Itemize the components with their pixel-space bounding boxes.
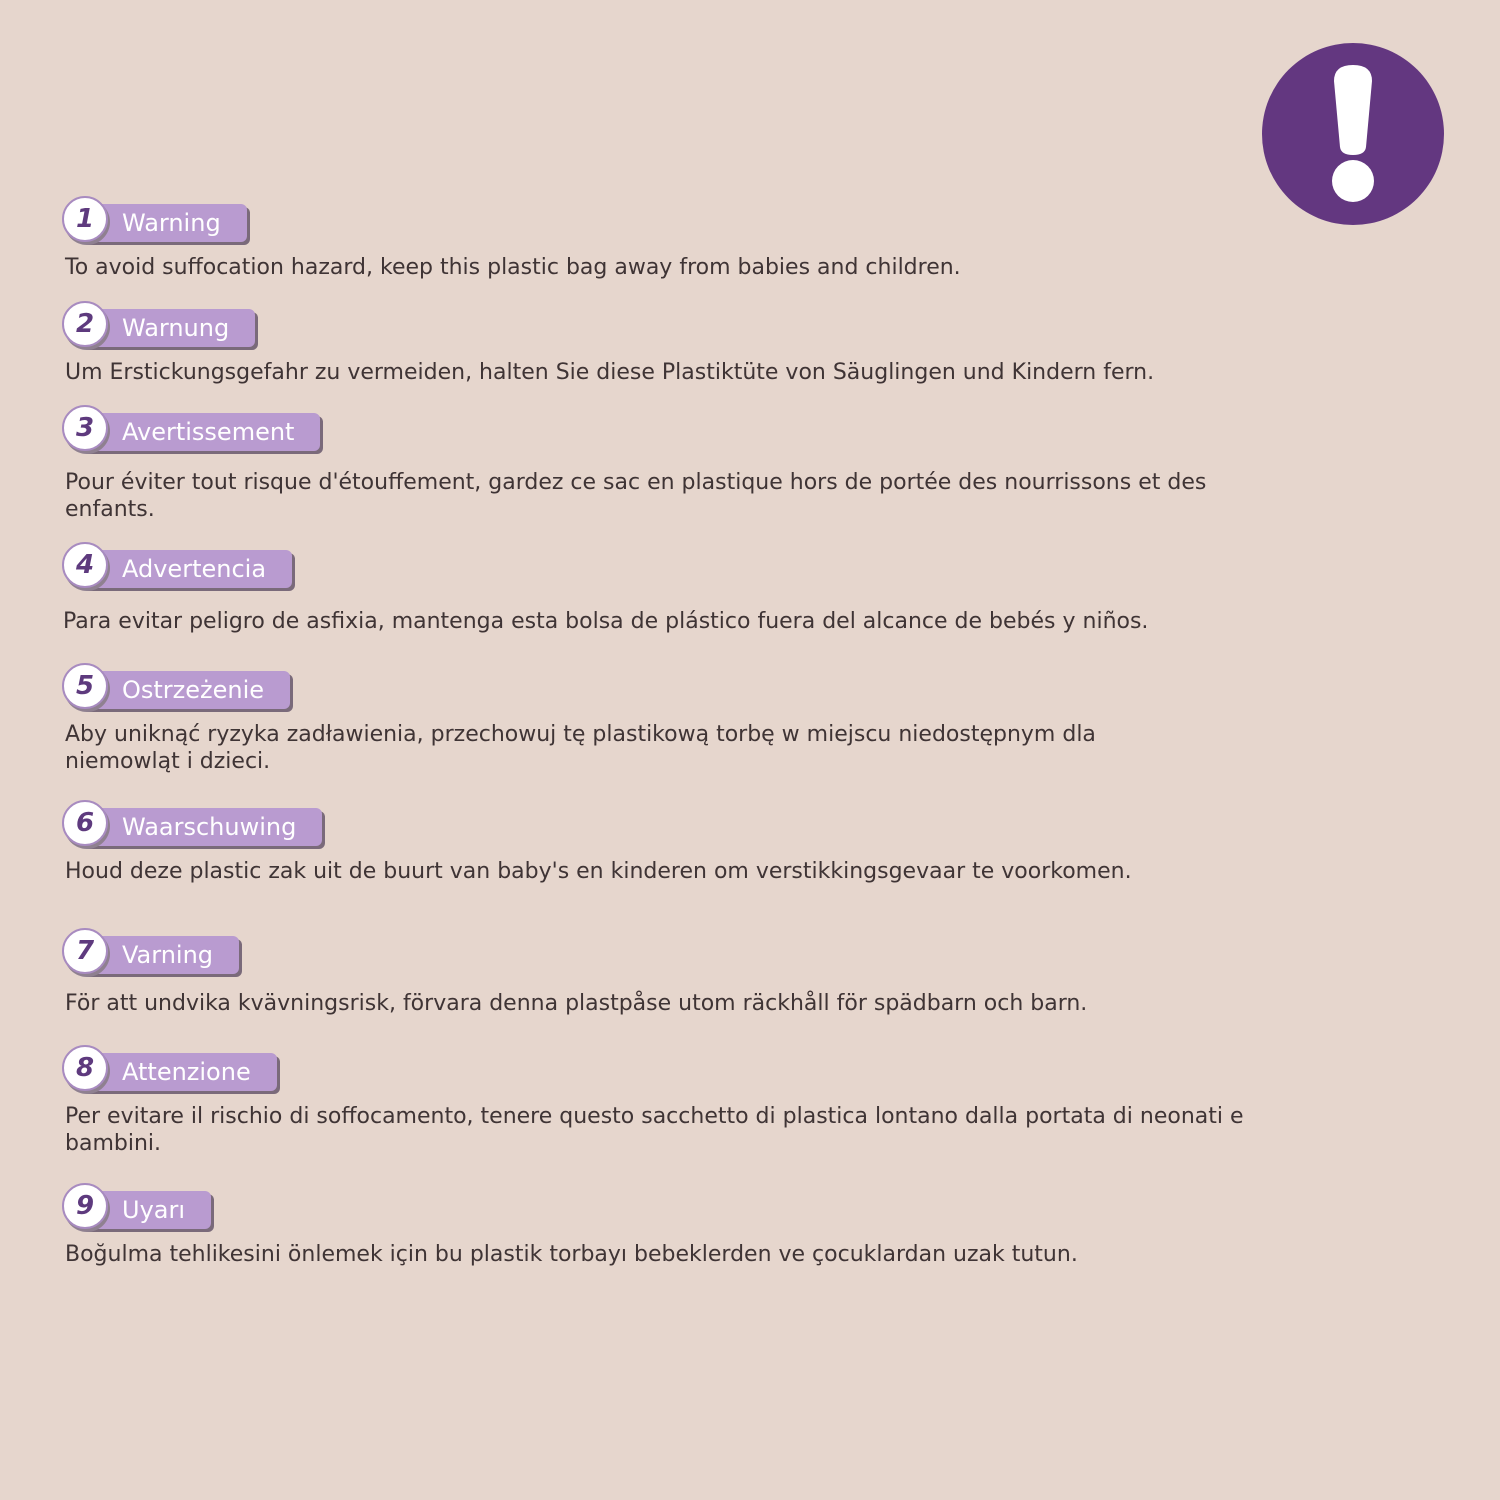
warning-section-4 [62,542,1273,635]
warning-text: Houd deze plastic zak uit de buurt van baby's en kinderen om verstikkingsgevaar te voorkomen. [65,859,1132,884]
warning-text: För att undvika kvävningsrisk, förvara denna plastpåse utom räckhåll för spädbarn och barn. [65,991,1088,1016]
warning-label: Uyarı [84,1191,211,1229]
warning-label: Warning [84,204,247,242]
warning-header [62,542,1273,594]
warning-section-3 [62,405,1275,523]
warning-label: Varning [84,936,239,974]
warning-label: Avertissement [84,413,320,451]
number-badge: 8 [62,1045,108,1091]
warning-section-6 [62,800,1275,885]
warning-text: Boğulma tehlikesini önlemek için bu plastik torbayı bebeklerden ve çocuklardan uzak tutun. [65,1242,1078,1267]
warning-header [62,928,1275,980]
number-badge: 2 [62,301,108,347]
number-badge: 3 [62,405,108,451]
warning-label: Warnung [84,309,255,347]
warning-label: Attenzione [84,1053,277,1091]
warning-label: Advertencia [84,550,292,588]
warning-header [62,663,1145,715]
warning-header [62,301,1275,353]
warning-section-8 [62,1045,1275,1157]
warning-section-9 [62,1183,1275,1268]
number-badge: 4 [62,542,108,588]
warning-section-7 [62,928,1275,1017]
warning-section-2 [62,301,1275,386]
warning-header [62,196,1275,248]
warning-text: Para evitar peligro de asfixia, mantenga esta bolsa de plástico fuera del alcance de bebés y niños. [63,609,1149,634]
warning-header [62,1045,1275,1097]
warning-text: Pour éviter tout risque d'étouffement, gardez ce sac en plastique hors de portée des nourrissons et des enfants. [65,470,1207,522]
number-badge: 7 [62,928,108,974]
warning-text: Per evitare il rischio di soffocamento, tenere questo sacchetto di plastica lontano dalla portata di neonati e bambini. [65,1104,1244,1156]
exclamation-circle-icon [1262,43,1444,225]
warning-text: To avoid suffocation hazard, keep this plastic bag away from babies and children. [65,255,961,280]
warning-section-5 [62,663,1145,775]
warning-header [62,405,1275,457]
number-badge: 6 [62,800,108,846]
number-badge: 9 [62,1183,108,1229]
warning-label: Waarschuwing [84,808,322,846]
warning-header [62,800,1275,852]
warning-text: Um Erstickungsgefahr zu vermeiden, halten Sie diese Plastiktüte von Säuglingen und Kindern fern. [65,360,1155,385]
warning-header [62,1183,1275,1235]
warning-text: Aby uniknąć ryzyka zadławienia, przechowuj tę plastikową torbę w miejscu niedostępnym dla niemowląt i dzieci. [65,722,1096,774]
warning-section-1 [62,196,1275,281]
number-badge: 1 [62,196,108,242]
number-badge: 5 [62,663,108,709]
warning-label: Ostrzeżenie [84,671,290,709]
